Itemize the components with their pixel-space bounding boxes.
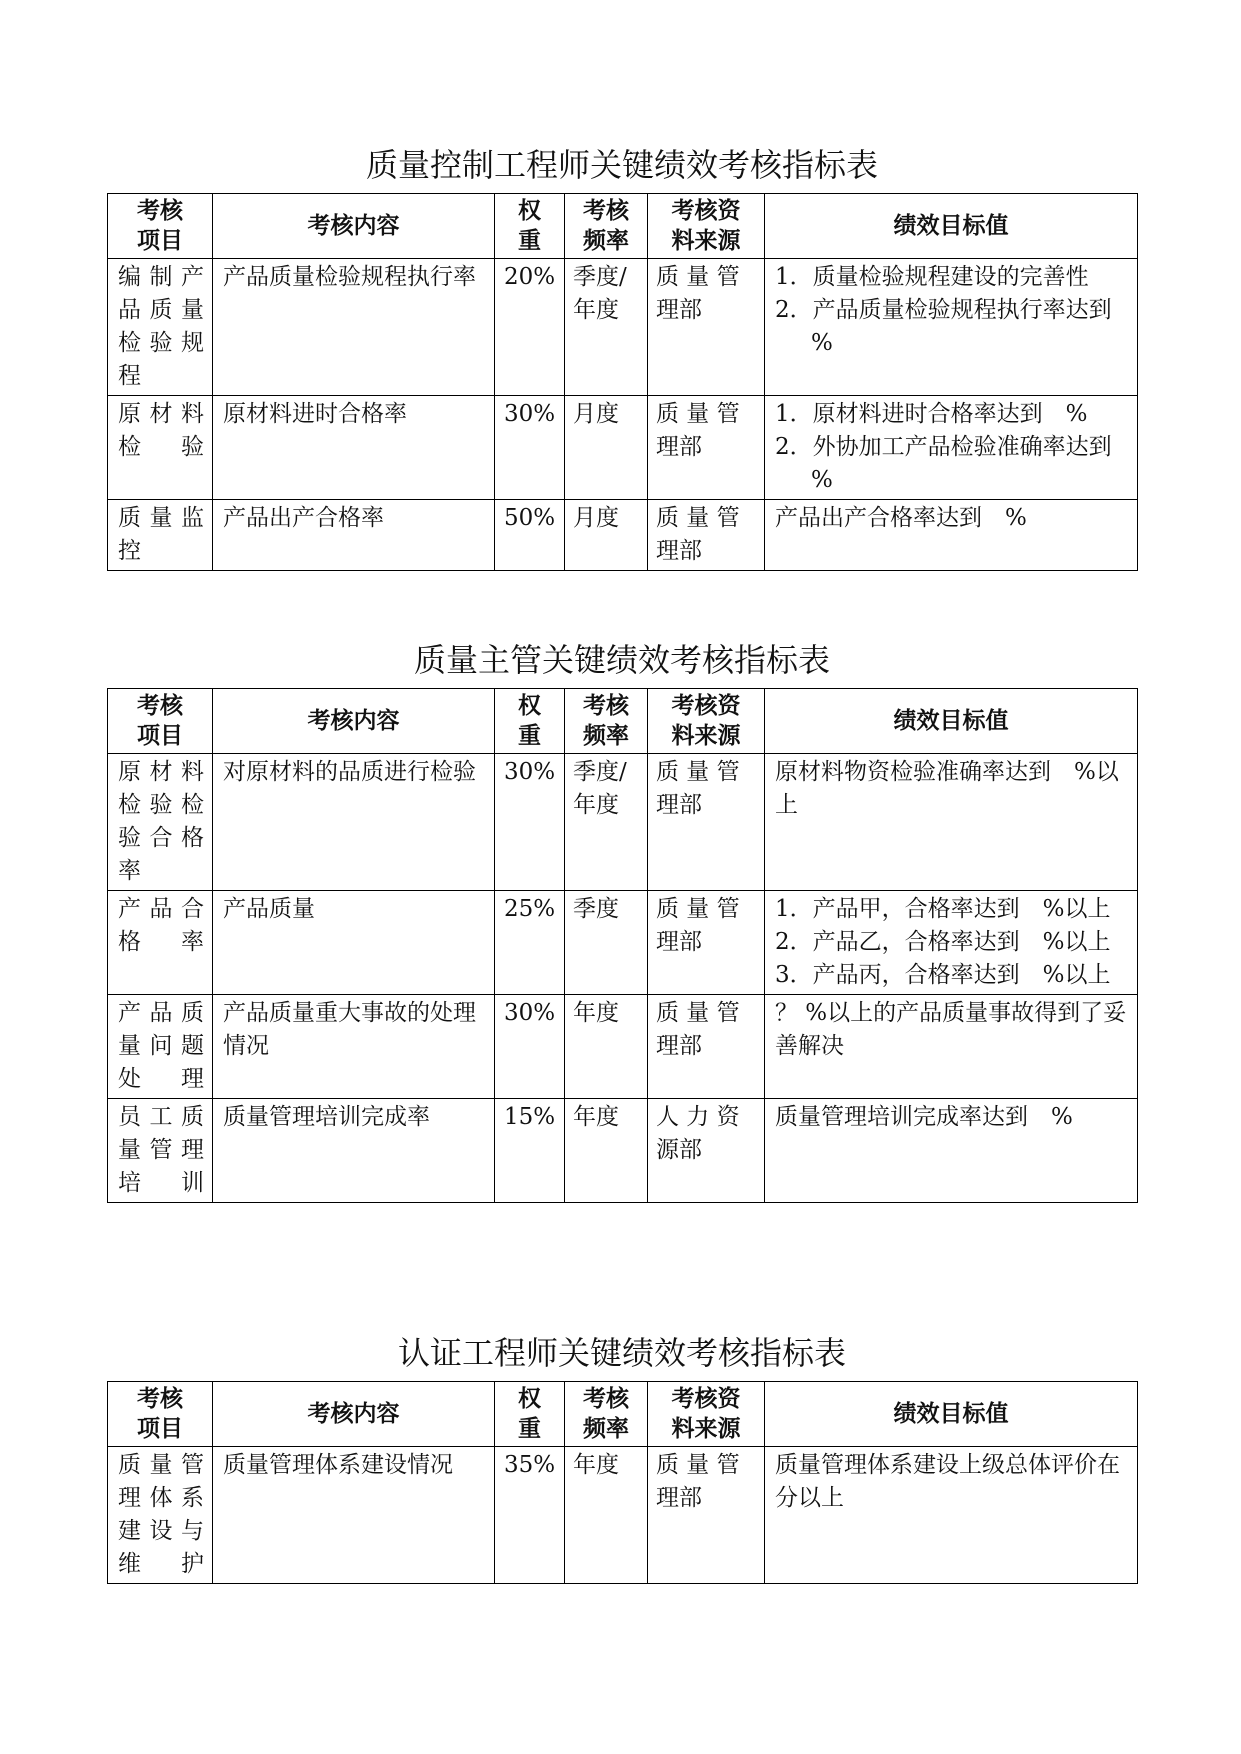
header-target: 绩效目标值	[765, 689, 1138, 754]
kpi-table	[107, 193, 1138, 571]
cell-weight: 30%	[495, 754, 565, 891]
table-row	[108, 891, 1138, 995]
cell-weight: 25%	[495, 891, 565, 995]
header-item: 考核 项目	[108, 194, 213, 259]
cell-weight: 15%	[495, 1099, 565, 1203]
cell-frequency: 年度	[565, 1447, 648, 1584]
cell-target: 1．产品甲，合格率达到 %以上 2．产品乙，合格率达到 %以上 3．产品丙，合格率达到 %以上	[765, 891, 1138, 995]
cell-source: 质 量 管 理部	[648, 891, 765, 995]
cell-frequency: 季度/ 年度	[565, 754, 648, 891]
header-weight: 权 重	[495, 194, 565, 259]
kpi-table	[107, 1381, 1143, 1584]
cell-item: 原材料 检验检 验合格 率	[108, 754, 213, 891]
header-source: 考核资 料来源	[648, 689, 765, 754]
cell-item: 质量监 控	[108, 500, 213, 571]
cell-item: 质量管 理体系 建设与 维护	[108, 1447, 213, 1584]
kpi-table	[107, 688, 1138, 1203]
cell-content: 原材料进时合格率	[213, 396, 495, 500]
header-frequency: 考核 频率	[565, 689, 648, 754]
table-row	[108, 1447, 1138, 1584]
header-frequency: 考核 频率	[565, 1382, 648, 1447]
header-source: 考核资 料来源	[648, 194, 765, 259]
table-row	[108, 396, 1138, 500]
cell-weight: 50%	[495, 500, 565, 571]
cell-target: 原材料物资检验准确率达到 %以上	[765, 754, 1138, 891]
table-title: 认证工程师关键绩效考核指标表	[397, 1334, 846, 1372]
table-section-1	[107, 145, 1137, 571]
cell-source: 质 量 管 理部	[648, 500, 765, 571]
cell-target: 1．原材料进时合格率达到 % 2．外协加工产品检验准确率达到 %	[765, 396, 1138, 500]
cell-content: 产品质量检验规程执行率	[213, 259, 495, 396]
table-row	[108, 995, 1138, 1099]
cell-content: 产品质量	[213, 891, 495, 995]
cell-content: 产品出产合格率	[213, 500, 495, 571]
cell-target: ？ %以上的产品质量事故得到了妥善解决	[765, 995, 1138, 1099]
cell-frequency: 季度/ 年度	[565, 259, 648, 396]
cell-weight: 30%	[495, 396, 565, 500]
header-row	[108, 194, 1138, 259]
cell-source: 质 量 管 理部	[648, 259, 765, 396]
table-row	[108, 1099, 1138, 1203]
header-content: 考核内容	[213, 1382, 495, 1447]
header-weight: 权 重	[495, 1382, 565, 1447]
cell-source: 质 量 管 理部	[648, 754, 765, 891]
header-weight: 权 重	[495, 689, 565, 754]
table-row	[108, 259, 1138, 396]
header-content: 考核内容	[213, 194, 495, 259]
cell-weight: 35%	[495, 1447, 565, 1584]
cell-frequency: 月度	[565, 500, 648, 571]
header-content: 考核内容	[213, 689, 495, 754]
cell-frequency: 年度	[565, 1099, 648, 1203]
cell-source: 质 量 管 理部	[648, 1447, 765, 1584]
cell-target: 质量管理培训完成率达到 %	[765, 1099, 1138, 1203]
cell-source: 人 力 资 源部	[648, 1099, 765, 1203]
table-section-2	[107, 640, 1137, 1203]
table-row	[108, 754, 1138, 891]
table-section-3	[107, 1333, 1143, 1584]
header-source: 考核资 料来源	[648, 1382, 765, 1447]
header-target: 绩效目标值	[765, 194, 1138, 259]
cell-content: 产品质量重大事故的处理情况	[213, 995, 495, 1099]
header-target: 绩效目标值	[765, 1382, 1138, 1447]
cell-item: 原材料 检验	[108, 396, 213, 500]
cell-weight: 30%	[495, 995, 565, 1099]
cell-target: 质量管理体系建设上级总体评价在 分以上	[765, 1447, 1138, 1584]
header-row	[108, 1382, 1138, 1447]
header-item: 考核 项目	[108, 1382, 213, 1447]
table-title: 质量控制工程师关键绩效考核指标表	[365, 146, 878, 184]
cell-frequency: 年度	[565, 995, 648, 1099]
table-row	[108, 500, 1138, 571]
cell-source: 质 量 管 理部	[648, 396, 765, 500]
cell-source: 质 量 管 理部	[648, 995, 765, 1099]
cell-content: 质量管理培训完成率	[213, 1099, 495, 1203]
cell-frequency: 月度	[565, 396, 648, 500]
header-row	[108, 689, 1138, 754]
cell-item: 员工质 量管理 培训	[108, 1099, 213, 1203]
cell-content: 质量管理体系建设情况	[213, 1447, 495, 1584]
cell-item: 编制产 品质量 检验规 程	[108, 259, 213, 396]
cell-weight: 20%	[495, 259, 565, 396]
cell-content: 对原材料的品质进行检验	[213, 754, 495, 891]
cell-item: 产品合 格率	[108, 891, 213, 995]
header-item: 考核 项目	[108, 689, 213, 754]
cell-item: 产品质 量问题 处理	[108, 995, 213, 1099]
cell-target: 1．质量检验规程建设的完善性 2．产品质量检验规程执行率达到 %	[765, 259, 1138, 396]
header-frequency: 考核 频率	[565, 194, 648, 259]
cell-target: 产品出产合格率达到 %	[765, 500, 1138, 571]
table-title: 质量主管关键绩效考核指标表	[413, 641, 830, 679]
cell-frequency: 季度	[565, 891, 648, 995]
